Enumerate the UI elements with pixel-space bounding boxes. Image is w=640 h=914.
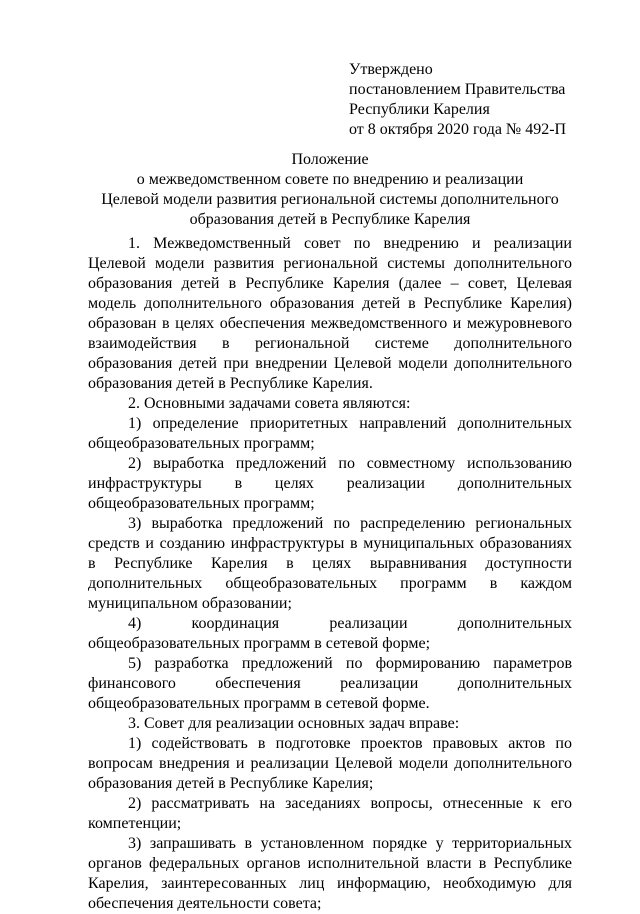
list-item: 3) запрашивать в установленном порядке у территориальных органов федеральных органов исполнительной власти в Республике Карелия, заинтересованных лиц информацию, необходимую для обеспечения деятельности совета;: [88, 835, 572, 912]
list-item: 1) определение приоритетных направлений дополнительных общеобразовательных программ;: [88, 415, 572, 452]
title-line: о межведомственном совете по внедрению и реализации: [136, 171, 524, 188]
list-item: 3) выработка предложений по распределению региональных средств и созданию инфраструктуры в муниципальных образованиях в Республике Карелия в целях выравнивания доступности дополнительных общеобразовательных программ в каждом муниципальном образовании;: [88, 515, 572, 612]
approval-date-line: от 8 октября 2020 года № 492-П: [349, 121, 567, 138]
title-line: образования детей в Республике Карелия: [189, 211, 471, 228]
document-title: [88, 150, 572, 230]
approval-line: постановлением Правительства: [349, 81, 566, 98]
approval-line: Республики Карелия: [349, 101, 490, 118]
list-item: 1) содействовать в подготовке проектов правовых актов по вопросам внедрения и реализации Целевой модели дополнительного образования детей в Республике Карелия;: [88, 735, 572, 792]
title-line: Положение: [291, 151, 369, 168]
list-item: 2) рассматривать на заседаниях вопросы, отнесенные к его компетенции;: [88, 795, 572, 832]
list-item: 5) разработка предложений по формированию параметров финансового обеспечения реализации дополнительных общеобразовательных программ в сетевой форме.: [88, 655, 572, 712]
list-item: 2) выработка предложений по совместному использованию инфраструктуры в целях реализации дополнительных общеобразовательных программ;: [88, 455, 572, 512]
list-item: 4) координация реализации дополнительных общеобразовательных программ в сетевой форме;: [88, 615, 572, 652]
document-body: [88, 234, 572, 914]
paragraph-1: 1. Межведомственный совет по внедрению и реализации Целевой модели развития региональной системы дополнительного образования детей в Республике Карелия (далее – совет, Целевая модель дополнительного образования детей в Республике Карелия) образован в целях обеспечения межведомственного и межуровневого взаимодействия в региональной системе дополнительного образования детей при внедрении Целевой модели дополнительного образования детей в Республике Карелия.: [88, 235, 572, 392]
paragraph-3: 3. Совет для реализации основных задач вправе:: [128, 715, 460, 732]
title-line: Целевой модели развития региональной системы дополнительного: [101, 191, 559, 208]
paragraph-2: 2. Основными задачами совета являются:: [128, 395, 411, 412]
approval-stamp: [349, 60, 589, 140]
approval-line: Утверждено: [349, 61, 433, 78]
